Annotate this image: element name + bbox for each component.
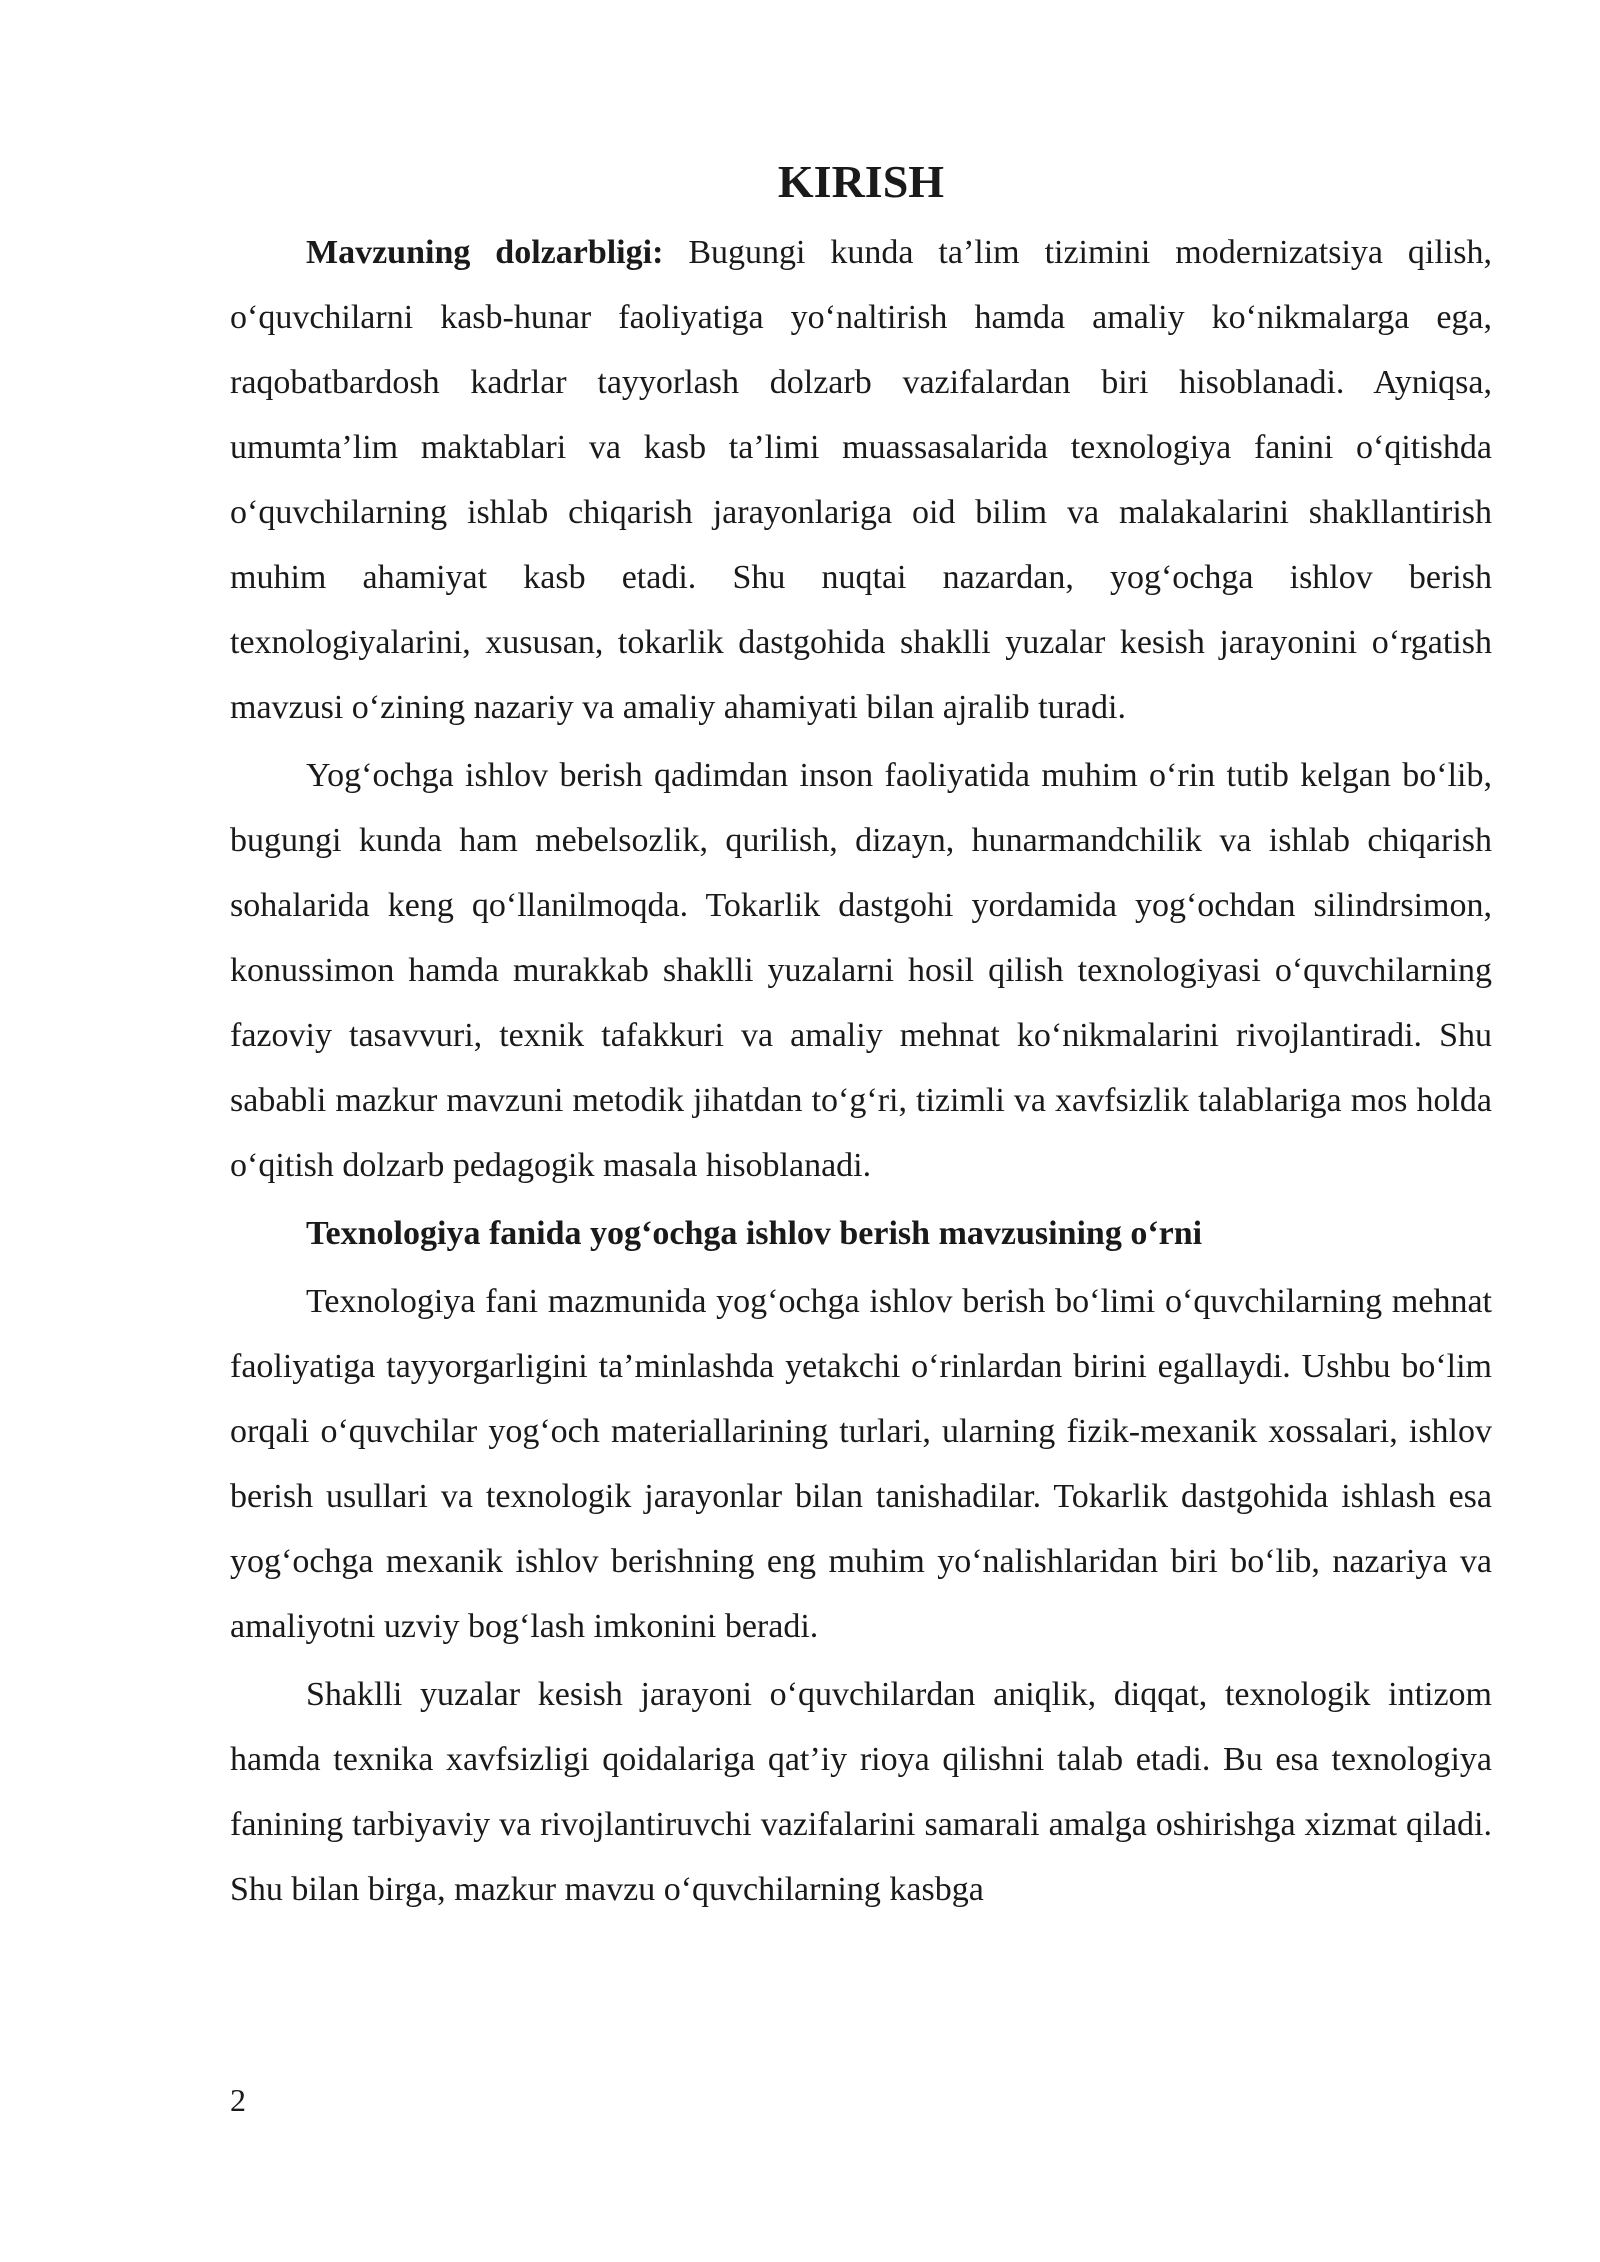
intro-paragraph	[230, 220, 1492, 740]
intro-label: Mavzuning dolzarbligi:	[306, 234, 664, 271]
intro-text: Bugungi kunda ta’lim tizimini modernizatsiya qilish, o‘quvchilarni kasb-hunar faoliyatiga yo‘naltirish hamda amaliy ko‘nikmalarga ega, raqobatbardosh kadrlar tayyorlash dolzarb vazifalardan biri hisoblanadi. Ayniqsa, umumta’lim maktablari va kasb ta’limi muassasalarida texnologiya fanini o‘qitishda o‘quvchilarning ishlab chiqarish jarayonlariga oid bilim va malakalarini shakllantirish muhim ahamiyat kasb etadi. Shu nuqtai nazardan, yog‘ochga ishlov berish texnologiyalarini, xususan, tokarlik dastgohida shaklli yuzalar kesish jarayonini o‘rgatish mavzusi o‘zining nazariy va amaliy ahamiyati bilan ajralib turadi.	[230, 234, 1492, 726]
section-heading: Texnologiya fanida yog‘ochga ishlov berish mavzusining o‘rni	[306, 1215, 1203, 1252]
paragraph-3: Texnologiya fani mazmunida yog‘ochga ishlov berish bo‘limi o‘quvchilarning mehnat faoliyatiga tayyorgarligini ta’minlashda yetakchi o‘rinlardan birini egallaydi. Ushbu bo‘lim orqali o‘quvchilar yog‘och materiallarining turlari, ularning fizik-mexanik xossalari, ishlov berish usullari va texnologik jarayonlar bilan tanishadilar. Tokarlik dastgohida ishlash esa yog‘ochga mexanik ishlov berishning eng muhim yo‘nalishlaridan biri bo‘lib, nazariya va amaliyotni uzviy bog‘lash imkonini beradi.	[230, 1283, 1492, 1645]
page-number: 2	[230, 2082, 246, 2118]
paragraph-2: Yog‘ochga ishlov berish qadimdan inson faoliyatida muhim o‘rin tutib kelgan bo‘lib, bugungi kunda ham mebelsozlik, qurilish, dizayn, hunarmandchilik va ishlab chiqarish sohalarida keng qo‘llanilmoqda. Tokarlik dastgohi yordamida yog‘ochdan silindrsimon, konussimon hamda murakkab shaklli yuzalarni hosil qilish texnologiyasi o‘quvchilarning fazoviy tasavvuri, texnik tafakkuri va amaliy mehnat ko‘nikmalarini rivojlantiradi. Shu sababli mazkur mavzuni metodik jihatdan to‘g‘ri, tizimli va xavfsizlik talablariga mos holda o‘qitish dolzarb pedagogik masala hisoblanadi.	[230, 757, 1492, 1184]
paragraph-4: Shaklli yuzalar kesish jarayoni o‘quvchilardan aniqlik, diqqat, texnologik intizom hamda texnika xavfsizligi qoidalariga qat’iy rioya qilishni talab etadi. Bu esa texnologiya fanining tarbiyaviy va rivojlantiruvchi vazifalarini samarali amalga oshirishga xizmat qiladi. Shu bilan birga, mazkur mavzu o‘quvchilarning kasbga	[230, 1676, 1492, 1908]
page-title: KIRISH	[777, 156, 945, 207]
page-content	[230, 152, 1492, 1925]
